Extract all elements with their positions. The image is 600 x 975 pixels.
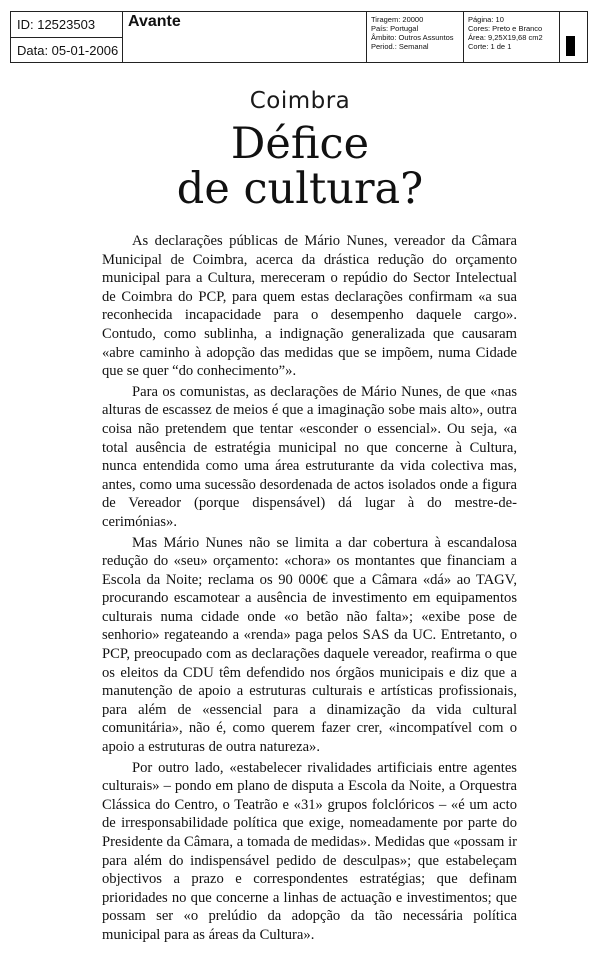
meta-cut: Corte: 1 de 1 [468, 42, 512, 51]
clipping-header [10, 11, 588, 63]
article-paragraph: Por outro lado, «estabelecer rivalidades artificiais entre agentes culturais» – pondo em plano de disputa a Escola da Noite, a Orquestra Clássica do Centro, o Teatrão e «31» grupos folclóricos – «é um acto de irresponsabilidade política que exige, nomeadamente por parte do Presidente da Câmara, a tomada de medidas». Medidas que «possam ir para além do indispensável pedido de desculpas»; que estabeleçam objectivos a prazo e correspondentes estratégias; que definam prioridades no que concerne a linhas de actuação e investimentos; que possam ser «o prelúdio da adopção da tão necessária política municipal para as áreas da Cultura». [102, 759, 517, 943]
meta-colors: Cores: Preto e Branco [468, 24, 543, 33]
meta-area: Área: 9,25X19,68 cm2 [468, 33, 543, 42]
article-paragraph: Para os comunistas, as declarações de Mário Nunes, de que «nas alturas de escassez de meios é que a imaginação sobe mais alto», outra coisa não pretendem que tentar «esconder o essencial». Ou seja, «a total ausência de estratégia municipal no que concerne à Cultura, nunca entendida como uma área estruturante da vida colectiva mas, antes, como uma sucessão desordenada de actos isolados onde a figura de Vereador (porque dispensável) dá lugar à do mestre-de-cerimónias». [102, 383, 517, 530]
article-title [0, 119, 600, 214]
article-kicker: Coimbra [249, 88, 351, 114]
meta-scope: Âmbito: Outros Assuntos [371, 33, 454, 42]
meta-page: Página: 10 [468, 15, 504, 24]
clipping-date-text: Data: 05-01-2006 [17, 43, 119, 58]
meta-country: País: Portugal [371, 24, 419, 33]
registration-mark [566, 36, 575, 56]
article-title-line-2: de cultura? [176, 164, 424, 214]
meta-periodicity: Period.: Semanal [371, 42, 429, 51]
clipping-date [11, 38, 123, 62]
article-paragraph: Mas Mário Nunes não se limita a dar cobertura à escandalosa redução do «seu» orçamento: «chora» os montantes que financiam a Escola da Noite; reclama os 90 000€ que a Câmara «dá» ao TAGV, procurando escamotear a ausência de investimento em equipamentos culturais numa cidade onde «o betão não falta»; «exibe pose de senhorio» regateando a «renda» paga pelos SAS da UC. Entretanto, o PCP, preocupado com as declarações daquele vereador, reafirma o que os eleitos da CDU têm defendido nos órgãos municipais e diz que a manutenção de apoio a estruturas culturais e artísticas profissionais, para além de «essencial para a dinamização da vida cultural comunitária», não é, como querem fazer crer, «incompatível com o apoio a estruturas de outra natureza». [102, 534, 517, 756]
clipping-id-text: ID: 12523503 [17, 17, 96, 32]
publication-meta-right [464, 12, 560, 62]
clipping-id [11, 12, 123, 38]
article-title-line-1: Défice [230, 119, 370, 169]
meta-circulation: Tiragem: 20000 [371, 15, 424, 24]
publication-meta-left [367, 12, 464, 62]
publication-name [123, 12, 367, 62]
publication-name-text: Avante [128, 13, 181, 30]
registration-mark-cell [560, 12, 587, 62]
article-paragraph: As declarações públicas de Mário Nunes, vereador da Câmara Municipal de Coimbra, acerca da drástica redução do orçamento municipal para a Cultura, mereceram o repúdio do Sector Intelectual de Coimbra do PCP, para quem estas declarações confirmam «a sua reconhecida incapacidade para o desempenho daquele cargo». Contudo, como sublinha, a indignação generalizada que causaram «abre caminho à adopção das medidas que se impõem, numa Cidade que se quer “do conhecimento”». [102, 233, 517, 380]
article-body [102, 232, 517, 947]
